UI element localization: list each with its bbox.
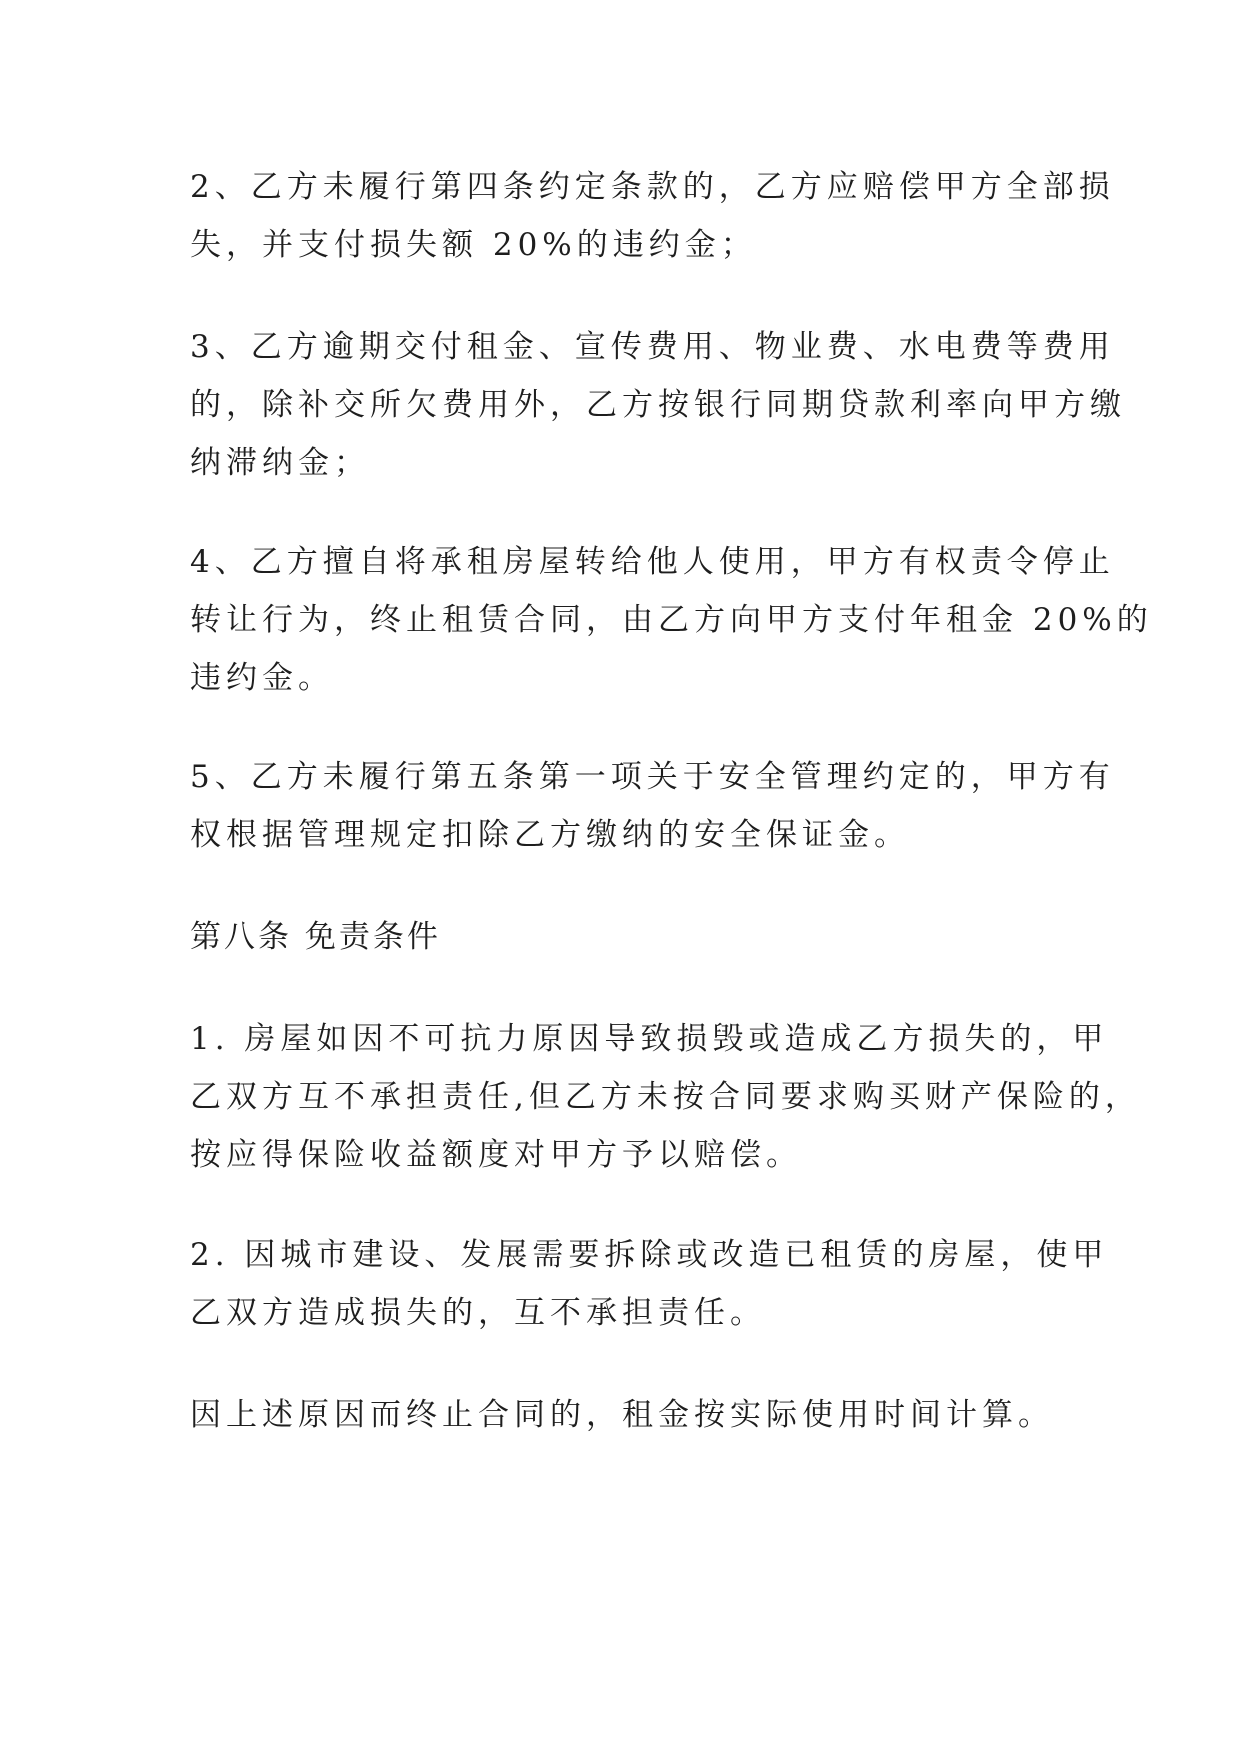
clause-paragraph-2 <box>190 158 1115 274</box>
text-line: 违约金。 <box>190 660 334 696</box>
clause-paragraph-4 <box>190 533 1153 707</box>
exemption-paragraph-2 <box>190 1226 1109 1342</box>
text-line: 乙双方互不承担责任,但乙方未按合同要求购买财产保险的， <box>190 1079 1141 1115</box>
text-line: 转让行为，终止租赁合同，由乙方向甲方支付年租金 20%的 <box>190 602 1153 638</box>
text-line: 3、乙方逾期交付租金、宣传费用、物业费、水电费等费用 <box>190 329 1115 365</box>
exemption-paragraph-1 <box>190 1010 1141 1184</box>
text-line: 4、乙方擅自将承租房屋转给他人使用，甲方有权责令停止 <box>190 544 1115 580</box>
article-eight-heading <box>190 908 1070 966</box>
text-line: 因上述原因而终止合同的，租金按实际使用时间计算。 <box>190 1397 1054 1433</box>
text-line: 纳滞纳金； <box>190 445 370 481</box>
text-line: 2. 因城市建设、发展需要拆除或改造已租赁的房屋，使甲 <box>190 1237 1109 1273</box>
text-line: 失，并支付损失额 20%的违约金； <box>190 227 757 263</box>
text-line: 1. 房屋如因不可抗力原因导致损毁或造成乙方损失的，甲 <box>190 1021 1109 1057</box>
clause-paragraph-5 <box>190 748 1115 864</box>
clause-paragraph-3 <box>190 318 1126 492</box>
text-line: 权根据管理规定扣除乙方缴纳的安全保证金。 <box>190 817 910 853</box>
text-line: 乙双方造成损失的，互不承担责任。 <box>190 1295 766 1331</box>
text-line: 5、乙方未履行第五条第一项关于安全管理约定的，甲方有 <box>190 759 1115 795</box>
termination-rent-paragraph <box>190 1386 1070 1444</box>
text-line: 按应得保险收益额度对甲方予以赔偿。 <box>190 1137 802 1173</box>
text-line: 2、乙方未履行第四条约定条款的，乙方应赔偿甲方全部损 <box>190 169 1115 205</box>
section-heading: 第八条 免责条件 <box>190 919 441 955</box>
text-line: 的，除补交所欠费用外，乙方按银行同期贷款利率向甲方缴 <box>190 387 1126 423</box>
